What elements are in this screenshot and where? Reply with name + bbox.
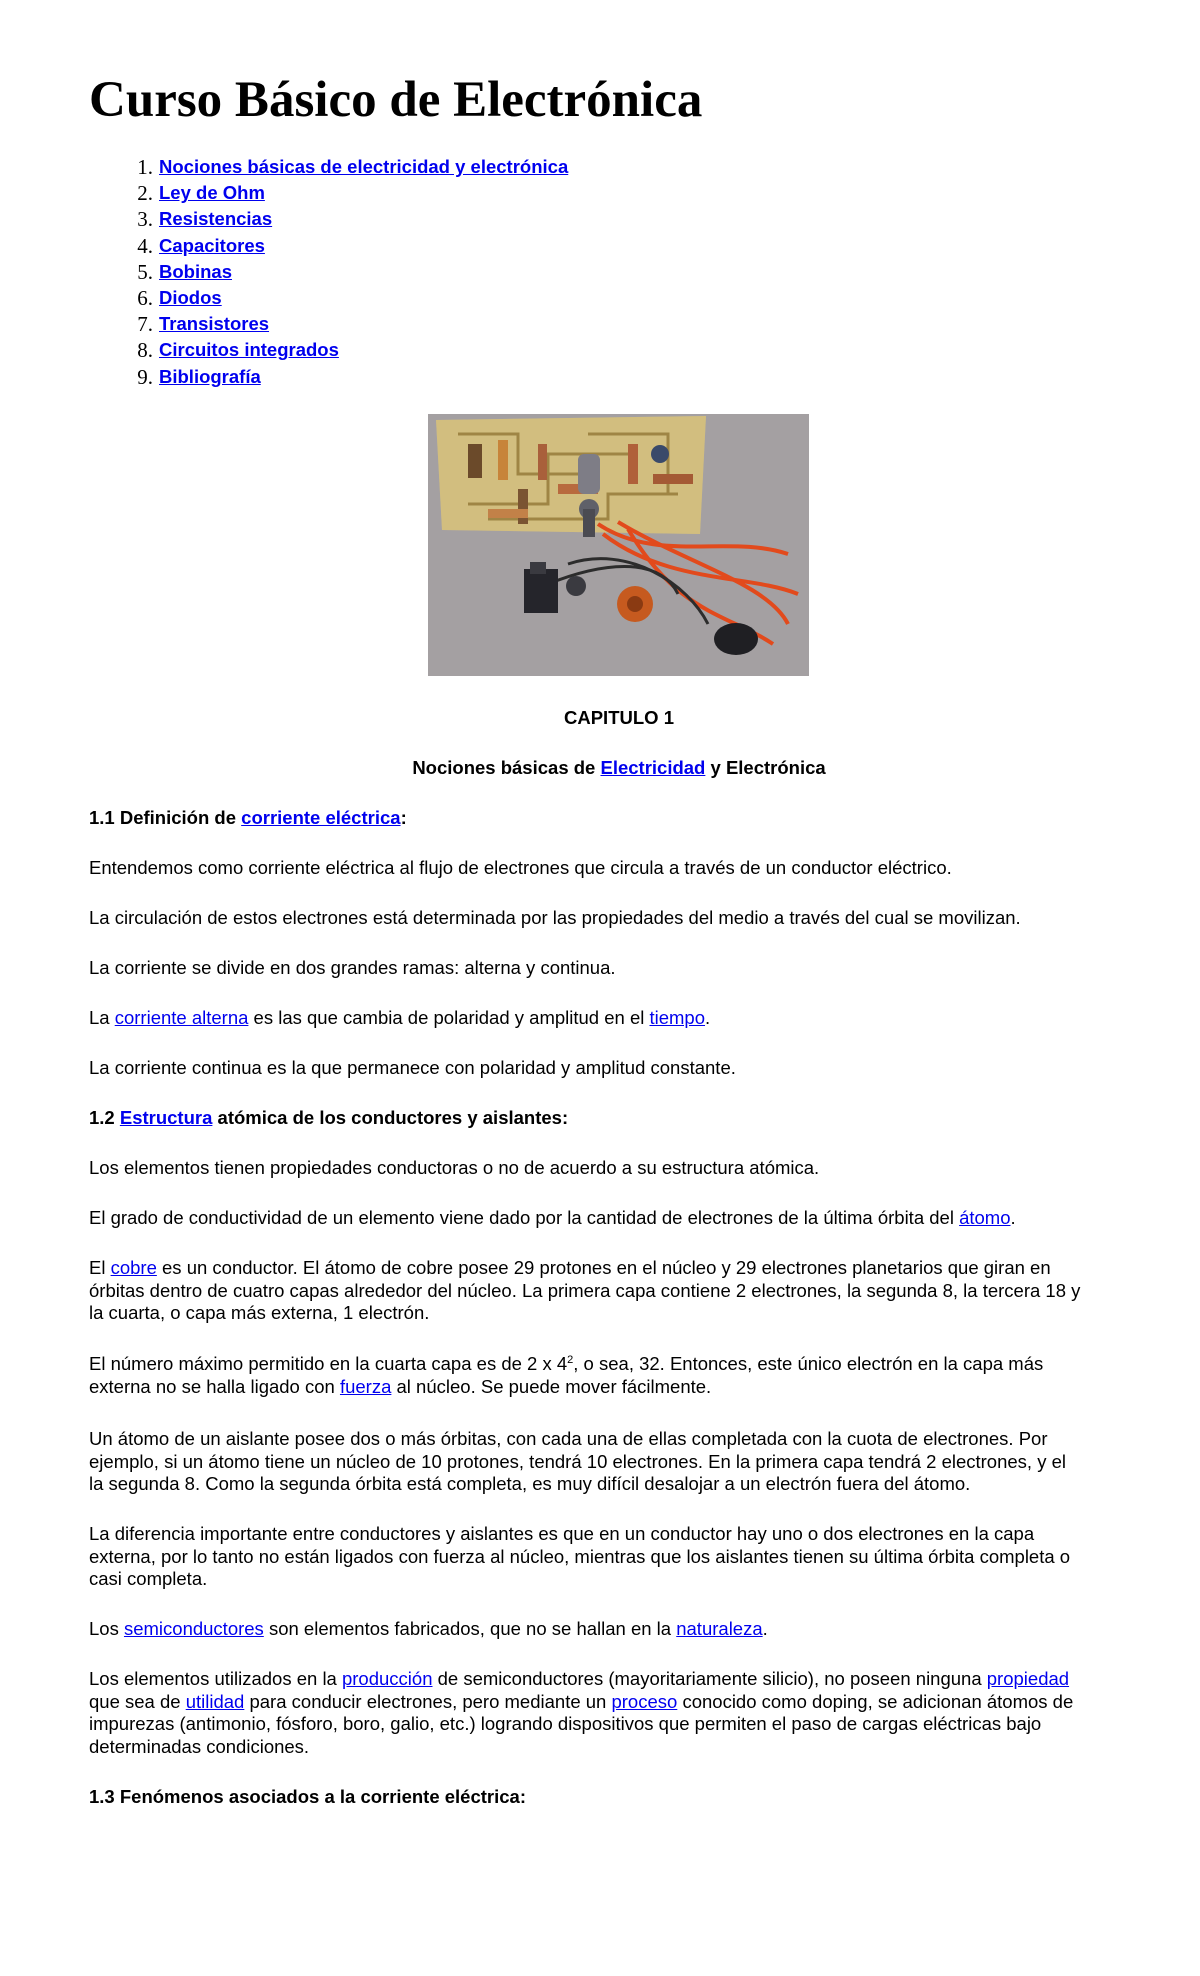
- link-utilidad[interactable]: utilidad: [185, 1690, 245, 1712]
- link-corriente-alterna[interactable]: corriente alterna: [114, 1007, 249, 1028]
- paragraph: Los semiconductores son elementos fabricados, que no se hallan en la naturaleza.: [89, 1618, 768, 1639]
- chapter-label: CAPITULO 1: [564, 707, 674, 728]
- link-electricidad[interactable]: Electricidad: [600, 757, 706, 778]
- paragraph: Los elementos tienen propiedades conductoras o no de acuerdo a su estructura atómica.: [89, 1157, 820, 1178]
- link-corriente-electrica[interactable]: corriente eléctrica: [241, 807, 401, 828]
- paragraph: La corriente se divide en dos grandes ramas: alterna y continua.: [89, 957, 616, 978]
- link-naturaleza[interactable]: naturaleza: [676, 1618, 763, 1639]
- link-produccion[interactable]: producción: [341, 1668, 433, 1689]
- toc-item: 8. Circuitos integrados: [137, 338, 339, 363]
- paragraph: El grado de conductividad de un elemento viene dado por la cantidad de electrones de la última órbita del átomo.: [89, 1207, 1016, 1228]
- paragraph: La circulación de estos electrones está determinada por las propiedades del medio a través del cual se movilizan.: [89, 907, 1021, 928]
- paragraph: La diferencia importante entre conductores y aislantes es que en un conductor hay uno o dos electrones en la capa externa, por lo tanto no están ligados con fuerza al núcleo, mientras que los aislantes tienen su última órbita completa o casi completa.: [89, 1523, 1071, 1589]
- section-heading-1-2: 1.2 Estructura atómica de los conductores y aislantes:: [89, 1107, 569, 1128]
- paragraph: Un átomo de un aislante posee dos o más órbitas, con cada una de ellas completada con la cuota de electrones. Por ejemplo, si un átomo tiene un núcleo de 10 protones, tendrá 10 electrones. En la primera capa tendrá 2 electrones, y el la segunda 8. Como la segunda órbita está completa, es muy difícil desalojar a un electrón fuera del átomo.: [89, 1428, 1066, 1494]
- circuit-board-photo: [428, 414, 809, 676]
- paragraph: La corriente continua es la que permanece con polaridad y amplitud constante.: [89, 1057, 736, 1078]
- table-of-contents: [89, 154, 789, 390]
- toc-link-ley-de-ohm[interactable]: Ley de Ohm: [159, 182, 265, 204]
- toc-item: 2. Ley de Ohm: [137, 181, 265, 206]
- toc-link-resistencias[interactable]: Resistencias: [159, 208, 273, 230]
- paragraph: Los elementos utilizados en la producción de semiconductores (mayoritariamente silicio), no poseen ninguna propiedad que sea de utilidad para conducir electrones, pero mediante un proceso conocido como doping, se adicionan átomos de impurezas (antimonio, fósforo, boro, galio, etc.) logrando dispositivos que permiten el paso de cargas eléctricas bajo determinadas condiciones.: [89, 1668, 1074, 1757]
- link-tiempo[interactable]: tiempo: [649, 1007, 706, 1028]
- paragraph: El número máximo permitido en la cuarta capa es de 2 x $4^2$, o sea, 32. Entonces, este único electrón en la capa más externa no se halla ligado con fuerza al núcleo. Se puede mover fácilmente.: [89, 1353, 1044, 1397]
- toc-item: 3. Resistencias: [137, 207, 273, 232]
- paragraph: Entendemos como corriente eléctrica al flujo de electrones que circula a través de un conductor eléctrico.: [89, 857, 952, 878]
- link-proceso[interactable]: proceso: [611, 1690, 678, 1712]
- toc-item: 7. Transistores: [137, 312, 270, 337]
- link-propiedad[interactable]: propiedad: [986, 1668, 1070, 1689]
- paragraph: El cobre es un conductor. El átomo de cobre posee 29 protones en el núcleo y 29 electrones planetarios que giran en órbitas dentro de cuatro capas alrededor del núcleo. La primera capa contiene 2 electrones, la segunda 8, la tercera 18 y la cuarta, o capa más externa, 1 electrón.: [89, 1257, 1081, 1323]
- link-semiconductores[interactable]: semiconductores: [123, 1618, 264, 1639]
- toc-item: 1. Nociones básicas de electricidad y electrónica: [137, 155, 569, 179]
- toc-link-bibliografia[interactable]: Bibliografía: [159, 365, 261, 387]
- toc-item: 9. Bibliografía: [137, 364, 261, 389]
- toc-item: 5. Bobinas: [137, 259, 232, 284]
- toc-link-nociones[interactable]: Nociones básicas de electricidad y electrónica: [159, 156, 569, 177]
- link-estructura[interactable]: Estructura: [119, 1107, 213, 1128]
- chapter-subtitle: Nociones básicas de Electricidad y Electrónica: [412, 757, 826, 778]
- toc-link-capacitores[interactable]: Capacitores: [159, 234, 265, 256]
- toc-item: 4. Capacitores: [137, 233, 265, 258]
- toc-link-diodos[interactable]: Diodos: [159, 286, 222, 308]
- toc-link-circuitos-integrados[interactable]: Circuitos integrados: [159, 339, 339, 361]
- page-title: Curso Básico de Electrónica: [89, 72, 703, 128]
- paragraph: La corriente alterna es las que cambia de polaridad y amplitud en el tiempo.: [89, 1007, 711, 1028]
- section-heading-1-1: 1.1 Definición de corriente eléctrica:: [89, 807, 407, 828]
- toc-item: 6. Diodos: [137, 285, 222, 310]
- link-fuerza[interactable]: fuerza: [339, 1375, 392, 1397]
- toc-link-transistores[interactable]: Transistores: [159, 313, 270, 335]
- link-cobre[interactable]: cobre: [110, 1257, 157, 1278]
- toc-link-bobinas[interactable]: Bobinas: [159, 260, 232, 282]
- link-atomo[interactable]: átomo: [959, 1207, 1011, 1228]
- section-heading-1-3: 1.3 Fenómenos asociados a la corriente eléctrica:: [89, 1786, 526, 1807]
